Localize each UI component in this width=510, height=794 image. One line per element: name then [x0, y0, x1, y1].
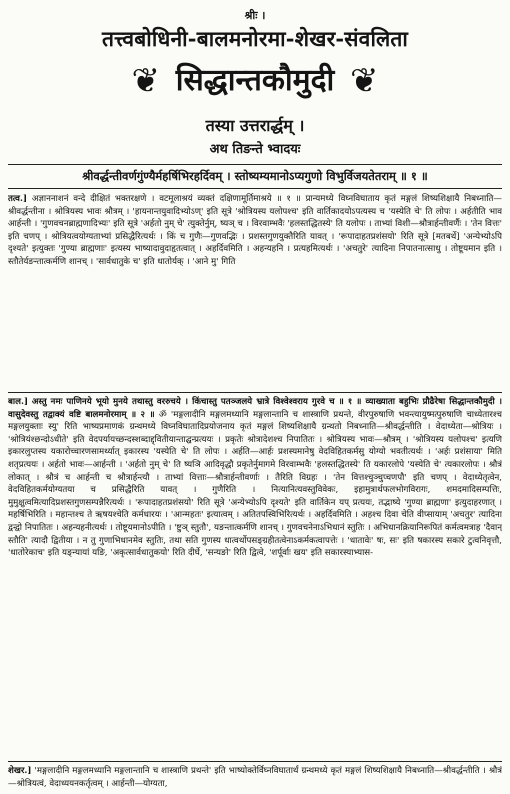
title-banner [8, 58, 502, 104]
commentary-label: तत्व.] [8, 194, 28, 204]
balamanorama-commentary [8, 396, 502, 758]
invocation: श्रीः । [244, 9, 266, 22]
commentary-text: अज्ञाननाशनं वन्दे दीक्षितं भक्तरक्षणे । वटमूलाश्रयं व्यक्तं दक्षिणामूर्तिमाश्रये ॥ १ ॥ प्रान्यमध्ये विघ्नविघाताय कृतं मङ्गलं शिष्यशिक्षायै निबध्नाति—श्रीवर्द्धन्तीना । श्रोत्रियस्य भावः श्रौत्रम् । 'हायनान्तयुवादिभ्योऽण्' इति सूत्रे 'श्रोत्रियस्य यलोपश्च' इति वार्तिकादयोऽपत्यस्य च 'यस्येति चे' ति लोपः । अर्हतीति भाव आर्हन्ती । 'गुणवचनब्राह्मणादिभ्यः' इति सूत्रे 'अर्हतो नुम् चे' त्युक्तेर्नुम्, ष्यञ् च । विरवाम्भवैः 'हलस्तद्धितस्ये' ति यलोपः । ताभ्यां विशी—श्रौत्रार्हन्तीवर्णैः । 'तेन वित्तः' इति चणप् । श्रोत्रियत्वयोग्यताभ्यां प्रसिद्धैरित्यर्थः । किं च गुणैः—गुणवद्भिः । प्रशस्तगुणयुक्तैरिति यावत् । 'रूपादाहतप्रशंसयो' रिति सूत्रे [मतबर्थे] 'अन्येभ्योऽपि दृश्यते' इत्युक्तः 'गुण्या ब्राह्मणाः' इत्यस्य भाष्यादावुदाहृतत्वात् । अहर्दिवमिति । अहन्यहनि । प्रत्यहमित्यर्थः । 'अचतुरे' त्यादिना निपातनात्साधु । तोष्टूयमान इति । स्तौतेर्यङन्तात्कर्मणि शानच् । 'सार्वधातुके च' इति धातोर्यक् । 'आने मु' गिति [8, 194, 502, 267]
commentary-subtitle: तत्त्वबोधिनी-बालमनोरमा-शेखर-संवलिता [101, 26, 409, 51]
commentary-label: बाल.] [8, 397, 29, 407]
main-verse: श्रीवर्द्धन्तीवर्णगुंण्यैर्महर्षिभिरहर्दिवम् । स्तोष्यम्यमानोऽप्यगुणो विभुर्विजयतेतराम् ॥ १ ॥ [8, 164, 502, 189]
part-heading: तस्या उत्तरार्द्धम् । [205, 116, 305, 135]
section-heading: अथ तिङन्ते भ्वादयः [209, 142, 301, 157]
tattvabodhini-commentary [8, 193, 502, 389]
commentary-text: 'मङ्गलादीनि मङ्गलमध्यानि मङ्गलान्तानि च शास्त्राणि प्रथन्ते' इति भाष्योक्तेर्विघ्नविघातार्थं ग्रन्थमध्ये कृतं मङ्गलं शिष्यशिक्षायै निबध्नाति—श्रीवर्द्धन्तीति । श्रौत्रं—श्रोत्रियत्वं, वेदाध्ययनकर्तृत्वम् । आर्हन्ती—योग्यता, [8, 766, 502, 789]
ornament-right-icon: ❦ [350, 61, 379, 101]
shekhar-commentary [8, 765, 502, 794]
commentary-label: शेखर.] [8, 766, 32, 776]
commentary-opening-verses: अस्तु नमः पाणिनये भूयो मुनये तथास्तु वररुचये । किंचास्तु पतञ्जलये भ्रात्रे विश्वेश्वराय गुरवे च ॥ १ ॥ व्याख्याता बहुभिः प्रौढैरेषा सिद्धान्तकौमुदी । वासुदेवस्तु तद्वाक्यं वष्टि बालमनोरमाम् ॥ २ ॥ [8, 397, 502, 420]
divider [8, 392, 502, 393]
ornament-left-icon: ❦ [131, 61, 160, 101]
document-page [8, 6, 502, 788]
commentary-text: ॐ 'मङ्गलादीनि मङ्गलमध्यानि मङ्गलान्तानि च शास्त्राणि प्रथन्ते, वीरपुरुषाणि भवन्त्यायुष्मत्पुरुषाणि चाध्येतारश्च मङ्गलयुक्ताः स्यु' रिति भाष्यप्रमाणकं ग्रन्थमध्ये विघ्नविघातादिप्रयोजनाय कृतं मङ्गलं शिष्यशिक्षायै ग्रन्थतो निबध्नाति—श्रीवर्द्धन्तीति । वेदाध्येता—श्रोत्रियः । 'श्रोत्रियंश्छन्दोऽधीते' इति वेदपर्यायच्छन्दस्शब्दाद्द्वितीयान्ताद्घन्प्रत्ययः । प्रकृतेः श्रोत्रादेशश्च निपातितः । श्रोत्रियस्य भावः—श्रौत्रम् । 'श्रोत्रियस्य यलोपश्च' इत्यणि इकारलुप्तस्य यकारोच्चारणसामर्थ्यात् इकारस्य 'यस्येति चे' ति लोपः । अर्हति—आर्हः प्रशस्यमानेषु वेदविहितकर्मसु योग्यो भवतीत्यर्थः । 'अर्हः प्रशंसाया' मिति शतृप्रत्ययः । अर्हतो भावः—आर्हन्ती । 'अर्हतो नुम् चे' ति ष्यञि आदिवृद्धौ प्रकृतेर्नुमागमे विरवाम्भवैः 'हलस्तद्धितस्ये' ति यकारलोपे 'यस्येति चे' त्यकारलोपः । श्रौत्रं लोकात् । श्रौत्रं च आर्हन्ती च श्रौत्रार्हन्त्यौ । ताभ्यां वित्ताः—श्रौत्रार्हन्तीवर्णाः । तैरिति विग्रहः । 'तेन वित्तश्चुञ्चुप्चणपौ' इति चणप् । वेदाध्येतृत्वेन, वेदविहितकर्मयोग्यतया च प्रसिद्धैरिति यावत् । गुणैरिति । नित्यानित्यवस्तुविवेकः, इहामुत्रार्थफलभोगविरागः, शमदमादिसम्पत्तिः, मुमुक्षुत्वमित्यादिप्रशस्तगुणसम्पन्नैरित्यर्थः । 'रूपादाहतप्रशंसयो' रिति सूत्रे 'अन्येभ्योऽपि दृश्यते' इति वार्तिकेन यप् प्रत्ययः, तद्भाष्ये 'गुण्या ब्राह्मणा' इत्युदाहरणात् । महर्षिभिरिति । महान्तश्च ते ऋषयश्चेति कर्मधारयः । 'आन्महतः' इत्यात्वम् । अतितपस्विभिरित्यर्थः । अहर्दिवमिति । अहश्च दिवा चेति वीप्सायाम् 'अचतुर' त्यादिना द्वन्द्वो निपातितः । अहन्यहनीत्यर्थः । तोष्टूयमानोऽपीति । 'ष्टुञ् स्तुतौ', यङन्तात्कर्मणि शानच् । गुणवचनेनाऽभिधानं स्तुतिः । अभिधानक्रियानिरूपितं कर्मत्वमत्राह 'दैवान् स्तौति' त्यादौ द्वितीया । न तु गुणाभिधानमेव स्तुतिः, तथा सति गुणस्य धात्वर्थोपसङ्ग्रहीतत्वेनाऽकर्मकत्वापत्तेः । 'धातावेः' षः, सः' इति षकारस्य सकारे टुत्वनिवृत्तौ, 'धातोरेकाच' इति यङ्न्यायां यङि, 'अकृत्सार्वधातुकयो' रिति दीर्घे, 'सन्यङो' रिति द्वित्वे, 'शर्पूर्वाः खय' इति सकारस्याभ्यास- [8, 409, 502, 559]
divider [8, 761, 502, 762]
book-title: सिद्धान्तकौमुदी [175, 63, 335, 98]
